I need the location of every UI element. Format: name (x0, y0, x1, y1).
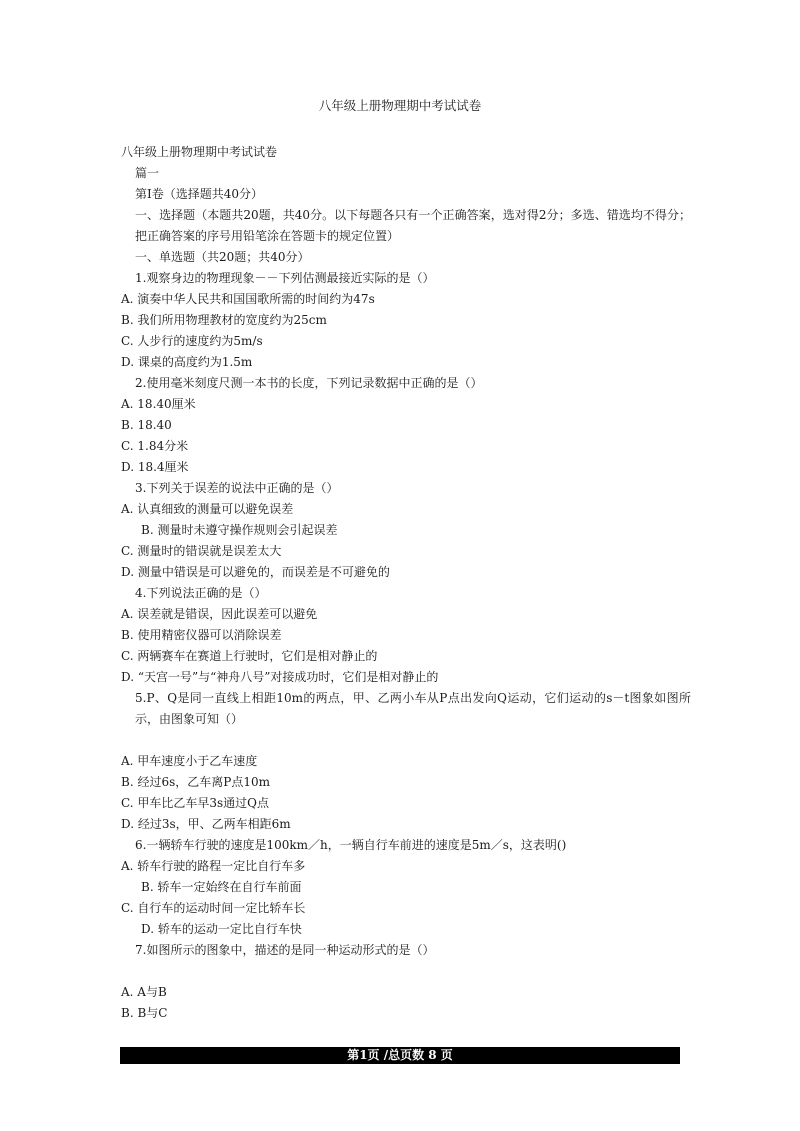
answer-option: D. 轿车的运动一定比自行车快 (141, 922, 302, 936)
document-heading: 八年级上册物理期中考试试卷 (121, 145, 278, 159)
answer-option: D. 测量中错误是可以避免的，而误差是不可避免的 (121, 565, 390, 579)
answer-option: B. 轿车一定始终在自行车前面 (141, 880, 302, 894)
answer-option: B. 经过6s，乙车离P点10m (121, 775, 270, 789)
answer-option: B. 使用精密仪器可以消除误差 (121, 628, 282, 642)
answer-option: B. B与C (121, 1006, 168, 1020)
answer-option: A. 认真细致的测量可以避免误差 (121, 502, 294, 516)
answer-option: B. 测量时未遵守操作规则会引起误差 (141, 523, 338, 537)
answer-option: C. 1.84分米 (121, 439, 189, 453)
answer-option: A. 轿车行驶的路程一定比自行车多 (121, 859, 306, 873)
question-stem: 7.如图所示的图象中，描述的是同一种运动形式的是（） (135, 943, 435, 957)
answer-option: D. “天宫一号”与“神舟八号”对接成功时，它们是相对静止的 (121, 670, 439, 684)
answer-option: C. 甲车比乙车早3s通过Q点 (121, 796, 270, 810)
answer-option: A. 18.40厘米 (121, 397, 196, 411)
answer-option: A. A与B (121, 985, 167, 999)
section-label: 一、单选题（共20题；共40分） (135, 250, 310, 264)
page-title: 八年级上册物理期中考试试卷 (318, 98, 482, 113)
answer-option: C. 测量时的错误就是误差太大 (121, 544, 282, 558)
figure-placeholder (121, 730, 691, 751)
answer-option: B. 我们所用物理教材的宽度约为25cm (121, 313, 327, 327)
question-stem: 2.使用毫米刻度尺测一本书的长度，下列记录数据中正确的是（） (135, 376, 483, 390)
answer-option: C. 人步行的速度约为5m/s (121, 334, 263, 348)
answer-option: A. 演奏中华人民共和国国歌所需的时间约为47s (121, 292, 375, 306)
figure-placeholder (121, 961, 691, 982)
answer-option: A. 误差就是错误，因此误差可以避免 (121, 607, 318, 621)
answer-option: A. 甲车速度小于乙车速度 (121, 754, 258, 768)
answer-option: D. 课桌的高度约为1.5m (121, 355, 253, 369)
question-stem: 5.P、Q是同一直线上相距10m的两点，甲、乙两小车从P点出发向Q运动，它们运动的s－t图象如图所示，由图象可知（） (135, 691, 691, 726)
question-stem: 4.下列说法正确的是（） (135, 586, 267, 600)
volume-label: 第Ⅰ卷（选择题共40分） (135, 187, 264, 201)
answer-option: C. 两辆赛车在赛道上行驶时，它们是相对静止的 (121, 649, 378, 663)
page-footer: 第1页 /总页数 8 页 (120, 1047, 680, 1064)
answer-option: D. 经过3s，甲、乙两车相距6m (121, 817, 291, 831)
instructions: 一、选择题（本题共20题，共40分。以下每题各只有一个正确答案，选对得2分；多选、错选均不得分；把正确答案的序号用铅笔涂在答题卡的规定位置） (135, 208, 691, 243)
question-stem: 6.一辆轿车行驶的速度是100km／h，一辆自行车前进的速度是5m／s，这表明() (135, 838, 567, 852)
answer-option: C. 自行车的运动时间一定比轿车长 (121, 901, 306, 915)
document-body (121, 142, 691, 1024)
answer-option: B. 18.40 (121, 418, 172, 432)
answer-option: D. 18.4厘米 (121, 460, 189, 474)
question-stem: 3.下列关于误差的说法中正确的是（） (135, 481, 339, 495)
part-label: 篇一 (135, 166, 160, 180)
question-stem: 1.观察身边的物理现象－－下列估测最接近实际的是（） (135, 271, 435, 285)
